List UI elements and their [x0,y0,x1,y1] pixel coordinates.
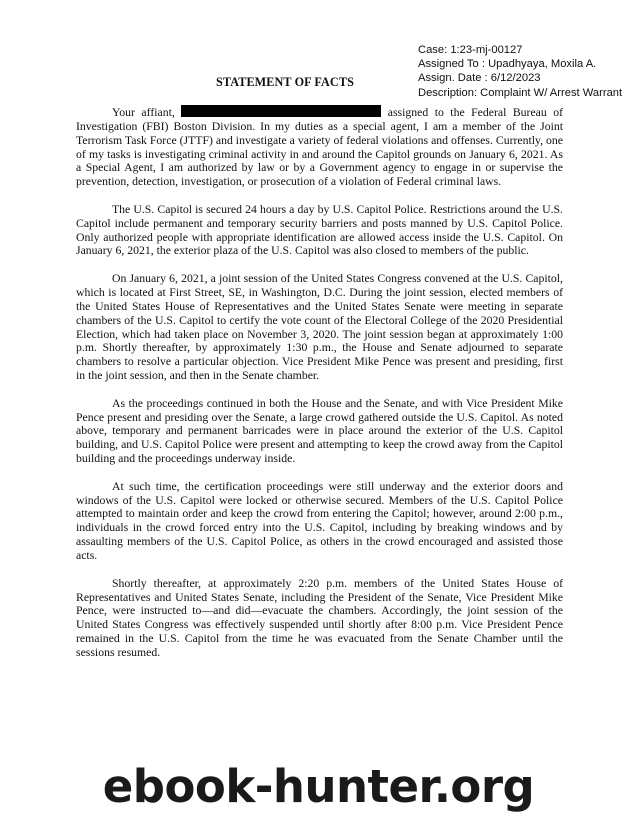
document-body [76,105,563,674]
watermark: ebook-hunter.org [102,760,535,813]
paragraph-6: Shortly thereafter, at approximately 2:20 p.m. members of the United States House of Representatives and United States Senate, including the President of the Senate, Vice President Mike Pence, were instructed to—and did—evacuate the chambers. Accordingly, the joint session of the United States Congress was effectively suspended until shortly after 8:00 p.m. Vice President Pence remained in the U.S. Capitol from the time he was evacuated from the Senate Chamber until the sessions resumed. [76,576,563,659]
paragraph-1-start: Your affiant, [112,106,175,119]
document-title: STATEMENT OF FACTS [216,75,354,89]
case-description: Description: Complaint W/ Arrest Warrant [418,86,623,99]
paragraph-1 [76,105,563,189]
redaction-bar [181,105,381,117]
paragraph-1-rest: assigned to the Federal Bureau of Investigation (FBI) Boston Division. In my duties as a special agent, I am a member of the Joint Terrorism Task Force (JTTF) and investigate a variety of federal violations and offenses. Currently, one of my tasks is investigating criminal activity in and around the Capitol grounds on January 6, 2021. As a Special Agent, I am authorized by law or by a Government agency to engage in or supervise the prevention, detection, investigation, or prosecution of a violation of Federal criminal laws. [76,106,564,189]
paragraph-4: As the proceedings continued in both the House and the Senate, and with Vice President Mike Pence present and presiding over the Senate, a large crowd gathered outside the U.S. Capitol. As noted above, temporary and permanent barricades were in place around the exterior of the U.S. Capitol building, and U.S. Capitol Police were present and attempting to keep the crowd away from the Capitol building and the proceedings underway inside. [76,396,563,466]
case-info-stamp [418,43,622,100]
assigned-to: Assigned To : Upadhyaya, Moxila A. [418,58,597,71]
paragraph-3: On January 6, 2021, a joint session of the United States Congress convened at the U.S. Capitol, which is located at First Street, SE, in Washington, D.C. During the joint session, elected members of the United States House of Representatives and the United States Senate were meeting in separate chambers of the U.S. Capitol to certify the vote count of the Electoral College of the 2020 Presidential Election, which had taken place on November 3, 2020. The joint session began at approximately 1:00 p.m. Shortly thereafter, by approximately 1:30 p.m., the House and Senate adjourned to separate chambers to resolve a particular objection. Vice President Mike Pence was present and presiding, first in the joint session, and then in the Senate chamber. [76,272,563,383]
paragraph-5: At such time, the certification proceedings were still underway and the exterior doors and windows of the U.S. Capitol were locked or otherwise secured. Members of the U.S. Capitol Police attempted to maintain order and keep the crowd from entering the Capitol; however, around 2:00 p.m., individuals in the crowd forced entry into the U.S. Capitol, including by breaking windows and by assaulting members of the U.S. Capitol Police, as others in the crowd encouraged and assisted those acts. [76,479,563,562]
paragraph-2: The U.S. Capitol is secured 24 hours a day by U.S. Capitol Police. Restrictions around the U.S. Capitol include permanent and temporary security barriers and posts manned by U.S. Capitol Police. Only authorized people with appropriate identification are allowed access inside the U.S. Capitol. On January 6, 2021, the exterior plaza of the U.S. Capitol was also closed to members of the public. [76,202,563,258]
assign-date: Assign. Date : 6/12/2023 [418,72,541,85]
case-number: Case: 1:23-mj-00127 [418,44,523,56]
